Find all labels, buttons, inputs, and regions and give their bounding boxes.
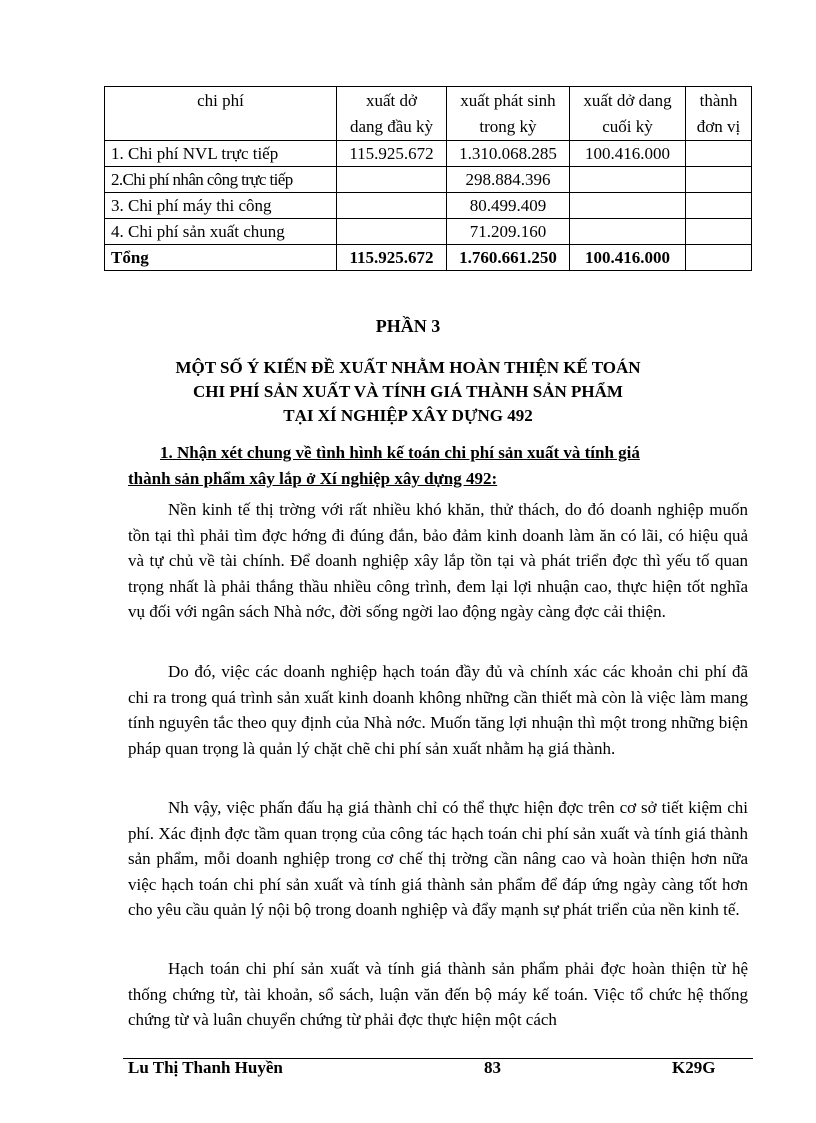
subheading (128, 440, 754, 492)
end-value (570, 193, 686, 219)
table-row (105, 141, 752, 167)
section-title: PHẦN 3 (375, 316, 441, 336)
paragraph: Hạch toán chi phí sản xuất và tính giá thành sản phẩm phải đợc hoàn thiện từ hệ thống chứng từ, tài khoản, sổ sách, luận văn đến bộ máy kế toán. Việc tổ chức hệ thống chứng từ và luân chuyển chứng từ phải đợc thực hiện một cách (128, 959, 748, 1029)
paragraph: Nền kinh tế thị trờng với rất nhiều khó khăn, thử thách, do đó doanh nghiệp muốn tồn tại thì phải tìm đợc hớng đi đúng đắn, bảo đảm kinh doanh làm ăn có lãi, có hiệu quả và tự chủ về tài chính. Để doanh nghiệp xây lắp tồn tại và phát triển đợc thì yếu tố quan trọng nhất là phải thắng thầu nhiều công trình, đem lại lợi nhuận cao, thực hiện tốt nghĩa vụ đối với ngân sách Nhà nớc, đời sống ngời lao động ngày càng đợc cải thiện. (128, 500, 748, 621)
table-row (105, 193, 752, 219)
total-unit (686, 245, 752, 271)
incurred-value: 71.209.160 (447, 219, 570, 245)
table-row (105, 219, 752, 245)
begin-value: 115.925.672 (337, 141, 447, 167)
incurred-value: 80.499.409 (447, 193, 570, 219)
table-header-row (105, 87, 752, 141)
row-label: 4. Chi phí sản xuất chung (105, 219, 337, 245)
footer-class: K29G (672, 1058, 716, 1077)
end-value (570, 167, 686, 193)
total-begin: 115.925.672 (337, 245, 447, 271)
incurred-value: 298.884.396 (447, 167, 570, 193)
subheading-line: 1. Nhận xét chung về tình hình kế toán chi phí sản xuất và tính giá (160, 443, 640, 462)
end-value (570, 219, 686, 245)
cost-table (104, 86, 752, 271)
header-cell: xuất dở dang đầu kỳ (337, 87, 447, 141)
row-label: 3. Chi phí máy thi công (105, 193, 337, 219)
begin-value (337, 193, 447, 219)
footer-page-number: 83 (484, 1058, 501, 1077)
begin-value (337, 167, 447, 193)
header-cell: chi phí (105, 87, 337, 141)
section-heading (0, 356, 816, 428)
unit-value (686, 167, 752, 193)
paragraph: Do đó, việc các doanh nghiệp hạch toán đầy đủ và chính xác các khoản chi phí đã chi ra trong quá trình sản xuất kinh doanh không những cần thiết mà còn là việc làm mang tính nguyên tắc theo quy định của Nhà nớc. Muốn tăng lợi nhuận thì một trong những biện pháp quan trọng là quản lý chặt chẽ chi phí sản xuất nhằm hạ giá thành. (128, 662, 748, 758)
total-incurred: 1.760.661.250 (447, 245, 570, 271)
row-label: 1. Chi phí NVL trực tiếp (105, 141, 337, 167)
unit-value (686, 219, 752, 245)
table-total-row (105, 245, 752, 271)
heading-line: MỘT SỐ Ý KIẾN ĐỀ XUẤT NHẰM HOÀN THIỆN KẾ TOÁN (175, 358, 641, 377)
header-cell: xuất dở dang cuối kỳ (570, 87, 686, 141)
unit-value (686, 141, 752, 167)
total-label: Tổng (105, 245, 337, 271)
heading-line: CHI PHÍ SẢN XUẤT VÀ TÍNH GIÁ THÀNH SẢN PHẨM (193, 382, 623, 401)
total-end: 100.416.000 (570, 245, 686, 271)
row-label: 2.Chi phí nhân công trực tiếp (105, 167, 337, 193)
paragraph: Nh vậy, việc phấn đấu hạ giá thành chỉ có thể thực hiện đợc trên cơ sở tiết kiệm chi phí. Xác định đợc tầm quan trọng của công tác hạch toán chi phí sản xuất và tính giá thành sản phẩm, mỗi doanh nghiệp trong cơ chế thị trờng cần nâng cao và hoàn thiện hơn nữa việc hạch toán chi phí sản xuất và tính giá thành sản phẩm để đáp ứng ngày càng tốt hơn cho yêu cầu quản lý nội bộ trong doanh nghiệp và đẩy mạnh sự phát triển của nền kinh tế. (128, 798, 748, 919)
heading-line: TẠI XÍ NGHIỆP XÂY DỰNG 492 (283, 406, 533, 425)
subheading-line: thành sản phẩm xây lắp ở Xí nghiệp xây dựng 492: (128, 469, 498, 488)
footer-author: Lu Thị Thanh Huyền (128, 1058, 283, 1077)
begin-value (337, 219, 447, 245)
header-cell: xuất phát sinh trong kỳ (447, 87, 570, 141)
table-row (105, 167, 752, 193)
end-value: 100.416.000 (570, 141, 686, 167)
unit-value (686, 193, 752, 219)
incurred-value: 1.310.068.285 (447, 141, 570, 167)
header-cell: thành đơn vị (686, 87, 752, 141)
